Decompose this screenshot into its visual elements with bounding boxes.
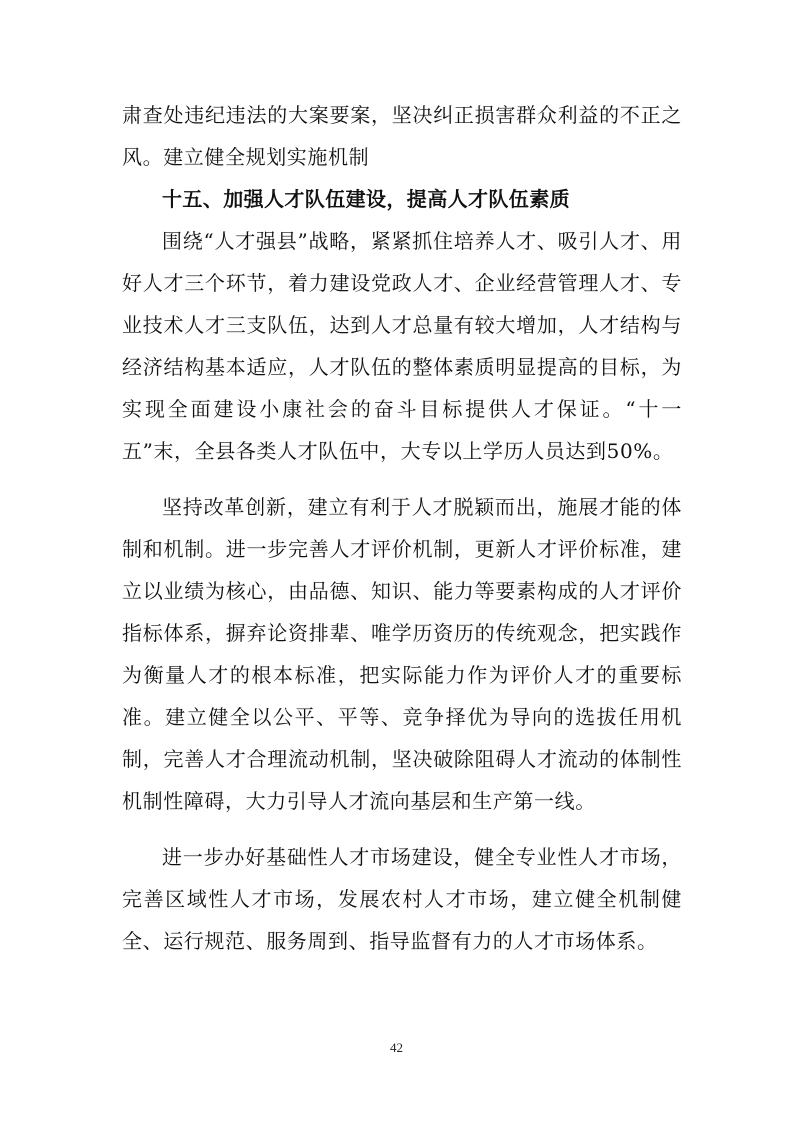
continued-paragraph: 肃查处违纪违法的大案要案，坚决纠正损害群众利益的不正之风。建立健全规划实施机制 — [122, 103, 682, 169]
paragraph-reform-innovation: 坚持改革创新，建立有利于人才脱颖而出，施展才能的体制和机制。进一步完善人才评价机制，更新人才评价标准，建立以业绩为核心，由品德、知识、能力等要素构成的人才评价指标体系，摒弃论资排辈、唯学历资历的传统观念，把实践作为衡量人才的根本标准，把实际能力作为评价人才的重要标准。建立健全以公平、平等、竞争择优为导向的选拔任用机制，完善人才合理流动机制，坚决破除阻碍人才流动的体制性机制性障碍，大力引导人才流向基层和生产第一线。 — [122, 495, 682, 813]
page-number: 42 — [390, 1040, 403, 1055]
page-content — [122, 94, 682, 962]
section-heading: 十五、加强人才队伍建设，提高人才队伍素质 — [162, 187, 570, 211]
paragraph-talent-strategy: 围绕“人才强县”战略，紧紧抓住培养人才、吸引人才、用好人才三个环节，着力建设党政人才、企业经营管理人才、专业技术人才三支队伍，达到人才总量有较大增加，人才结构与经济结构基本适应，人才队伍的整体素质明显提高的目标，为实现全面建设小康社会的奋斗目标提供人才保证。“十一五”末，全县各类人才队伍中，大专以上学历人员达到50%。 — [122, 229, 682, 463]
paragraph-talent-market: 进一步办好基础性人才市场建设，健全专业性人才市场，完善区域性人才市场，发展农村人才市场，建立健全机制健全、运行规范、服务周到、指导监督有力的人才市场体系。 — [122, 845, 682, 953]
